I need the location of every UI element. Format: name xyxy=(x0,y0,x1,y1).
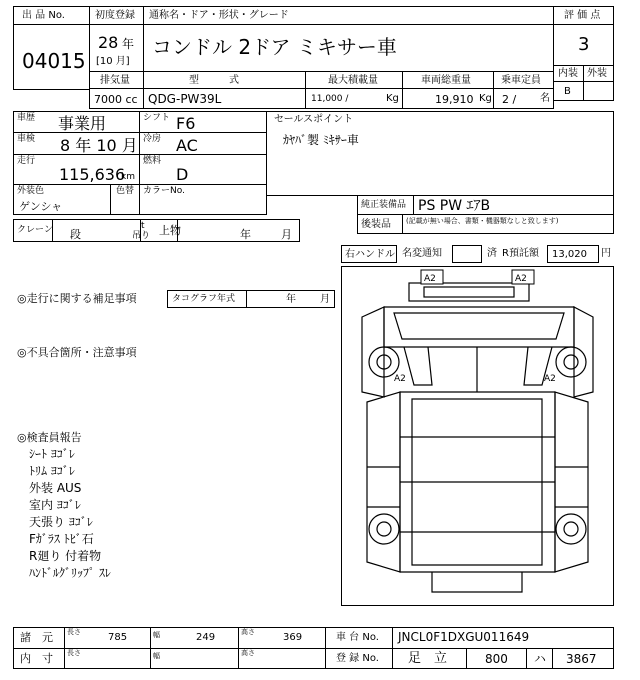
width-value: 249 xyxy=(196,632,216,643)
inspector-lines xyxy=(29,448,111,584)
shift-cell xyxy=(139,111,267,133)
right-bed-side-shape xyxy=(555,392,588,572)
inspector-line: R廻り 付着物 xyxy=(29,549,102,563)
name-change-label: 名変通知 xyxy=(402,248,442,259)
score-value: 3 xyxy=(578,34,590,55)
max-load-label: 最大積載量 xyxy=(328,75,378,86)
standard-equipment-cell xyxy=(357,195,614,215)
inspector-line: ﾄﾘﾑ ﾖｺﾞﾚ xyxy=(29,464,75,478)
tachograph-month: 月 xyxy=(320,294,330,305)
exterior-label: 外装 xyxy=(587,68,607,79)
first-reg-label-cell xyxy=(89,6,144,25)
lot-no-label-cell xyxy=(13,6,90,25)
interior-label: 内装 xyxy=(558,68,578,79)
crane-month: 月 xyxy=(281,228,292,241)
inspector-report-label: ◎検査員報告 xyxy=(17,431,82,444)
reg-number: 3867 xyxy=(566,652,597,666)
exterior-color-value: ゲンシャ xyxy=(19,200,63,213)
max-load-value: 11,000 / xyxy=(311,94,349,104)
capacity-label-cell xyxy=(493,71,554,89)
chassis-label: 車 台 No. xyxy=(336,632,379,643)
gross-weight-cell xyxy=(402,88,494,109)
exterior-color-cell xyxy=(13,184,111,215)
ac-label: 冷房 xyxy=(143,134,162,144)
inspector-line: 天張り ﾖｺﾞﾚ xyxy=(29,515,93,529)
inspector-line: 外装 AUS xyxy=(29,481,82,495)
title-label: 通称名・ドア・形状・グレード xyxy=(149,10,289,21)
exterior-label-cell xyxy=(583,65,614,82)
left-bed-side-shape xyxy=(367,392,400,572)
rear-bumper-shape xyxy=(432,572,522,592)
damage-mark: A2 xyxy=(544,374,556,384)
crane-row xyxy=(13,219,300,242)
inner-height-label: 高さ xyxy=(241,649,255,657)
crane-stage: 段 xyxy=(70,228,81,241)
max-load-label-cell xyxy=(305,71,403,89)
defects-label: ◎不具合箇所・注意事項 xyxy=(17,346,137,359)
standard-equipment-label: 純正装備品 xyxy=(361,200,407,210)
tachograph-label: タコグラフ年式 xyxy=(172,294,236,304)
crane-ton: t xyxy=(141,221,145,231)
cab-roof-shape xyxy=(409,283,529,301)
inspector-line: 室内 ﾖｺﾞﾚ xyxy=(29,498,81,512)
model-label: 型 式 xyxy=(189,75,239,86)
model-cell xyxy=(143,88,306,109)
fuel-label: 燃料 xyxy=(143,156,162,166)
crane-upper-label: 上物 xyxy=(159,224,181,237)
first-reg-label: 初度登録 xyxy=(95,10,135,21)
gross-weight-unit: Kg xyxy=(479,93,492,104)
model-label-cell xyxy=(143,71,306,89)
recycle-amount: 13,020 xyxy=(552,249,587,260)
lot-no-cell xyxy=(13,24,90,90)
fuel-cell xyxy=(139,154,267,185)
reg-area: 足 立 xyxy=(408,651,448,666)
exterior-score-cell xyxy=(583,81,614,101)
gross-weight-label: 車両総重量 xyxy=(421,75,471,86)
lot-no-label: 出 品 No. xyxy=(22,10,65,21)
displacement-label-cell xyxy=(89,71,144,89)
handle-cell xyxy=(341,245,397,263)
length-label: 長さ xyxy=(67,628,81,636)
first-reg-year: 28 xyxy=(98,33,119,52)
truck-diagram-svg xyxy=(342,267,613,605)
inspection-cell xyxy=(13,132,140,155)
rear-right-wheel-shape xyxy=(556,514,586,544)
name-change-box xyxy=(452,245,482,263)
interior-score-cell xyxy=(553,81,584,101)
inner-width-label: 幅 xyxy=(153,652,160,660)
reg-class: 800 xyxy=(485,652,508,666)
capacity-label: 乗車定員 xyxy=(501,75,541,86)
color-change-cell xyxy=(110,184,140,215)
history-cell xyxy=(13,111,140,133)
chassis-value: JNCL0F1DXGU011649 xyxy=(398,630,530,644)
sales-point-value: ｶﾔﾊﾞ製 ﾐｷｻｰ車 xyxy=(283,133,359,147)
dims-label: 諸 元 xyxy=(20,631,53,644)
height-value: 369 xyxy=(283,632,303,643)
displacement-label: 排気量 xyxy=(100,75,130,86)
gross-weight-label-cell xyxy=(402,71,494,89)
first-reg-cell xyxy=(89,24,144,72)
exterior-color-label: 外装色 xyxy=(17,186,45,196)
interior-label-cell xyxy=(553,65,584,82)
max-load-unit: Kg xyxy=(386,93,399,104)
first-reg-year-unit: 年 xyxy=(122,37,135,51)
aftermarket-note: (記載が無い場合、書類・機器類なしと致します) xyxy=(406,217,559,225)
condition-diagram xyxy=(341,266,614,606)
capacity-unit: 名 xyxy=(540,93,550,104)
tachograph-year: 年 xyxy=(286,294,296,305)
rear-left-wheel-shape xyxy=(369,514,399,544)
displacement-cell xyxy=(89,88,144,109)
height-label: 高さ xyxy=(241,628,255,636)
recycle-status: 済 xyxy=(487,248,497,259)
damage-mark: A2 xyxy=(515,274,527,284)
capacity-value: 2 / xyxy=(502,93,517,106)
crane-hook: 吊り xyxy=(132,231,151,241)
recycle-amount-cell xyxy=(547,245,599,263)
displacement-value: 7000 cc xyxy=(94,93,138,106)
color-no-cell xyxy=(139,184,267,215)
lot-no: 04015 xyxy=(22,49,86,73)
vehicle-title: コンドル 2ドア ミキサー車 xyxy=(152,35,397,59)
mileage-value: 115,636 xyxy=(59,165,126,184)
aftermarket-cell xyxy=(357,214,614,234)
inner-length-label: 長さ xyxy=(67,649,81,657)
width-label: 幅 xyxy=(153,631,160,639)
length-value: 785 xyxy=(108,632,128,643)
fuel-value: D xyxy=(176,165,189,184)
color-no-label: カラーNo. xyxy=(143,186,185,196)
max-load-cell xyxy=(305,88,403,109)
handle-value: 右ハンドル xyxy=(345,249,395,260)
damage-mark: A2 xyxy=(394,374,406,384)
sales-point-cell xyxy=(266,111,614,196)
mileage-cell xyxy=(13,154,140,185)
mileage-label: 走行 xyxy=(17,156,36,166)
model-value: QDG-PW39L xyxy=(148,92,222,106)
tachograph-cell xyxy=(167,290,335,308)
aftermarket-label: 後装品 xyxy=(361,219,391,230)
first-reg-month: [10 月] xyxy=(96,56,130,67)
history-value: 事業用 xyxy=(58,114,107,133)
inspector-line: ﾊﾝﾄﾞﾙｸﾞﾘｯﾌﾟ ｽﾚ xyxy=(29,566,111,580)
title-label-cell xyxy=(143,6,554,25)
shift-value: F6 xyxy=(176,114,196,133)
shift-label: シフト xyxy=(143,113,171,123)
score-label-cell xyxy=(553,6,614,25)
inner-dims-label: 内 寸 xyxy=(20,652,53,665)
reg-kana: ハ xyxy=(534,652,547,666)
sales-point-label: セールスポイント xyxy=(274,114,354,125)
ac-cell xyxy=(139,132,267,155)
inspector-line: ｼｰﾄ ﾖｺﾞﾚ xyxy=(29,447,75,461)
history-label: 車歴 xyxy=(17,113,36,123)
yen-label: 円 xyxy=(601,248,611,259)
ac-value: AC xyxy=(176,136,198,155)
inspection-value: 8 年 10 月 xyxy=(60,136,138,155)
right-door-shape xyxy=(574,307,593,397)
interior-score: B xyxy=(564,86,571,97)
standard-equipment-value: PS PW ｴｱB xyxy=(418,198,491,214)
score-label: 評 価 点 xyxy=(564,10,601,21)
gross-weight-value: 19,910 xyxy=(435,93,474,106)
crane-year: 年 xyxy=(240,228,251,241)
inspection-label: 車検 xyxy=(17,134,36,144)
score-cell xyxy=(553,24,614,66)
inspector-line: Fｶﾞﾗｽ ﾄﾋﾞ石 xyxy=(29,532,94,546)
crane-label: クレーン xyxy=(17,225,53,235)
front-right-wheel-shape xyxy=(556,347,586,377)
driving-notes-label: ◎走行に関する補足事項 xyxy=(17,292,137,305)
reg-label: 登 録 No. xyxy=(336,653,379,664)
damage-mark: A2 xyxy=(424,274,436,284)
color-change-label: 色替 xyxy=(116,186,135,196)
capacity-cell xyxy=(493,88,554,109)
title-cell xyxy=(143,24,554,72)
recycle-label: R預託額 xyxy=(502,248,539,259)
mileage-unit: km xyxy=(121,172,135,182)
